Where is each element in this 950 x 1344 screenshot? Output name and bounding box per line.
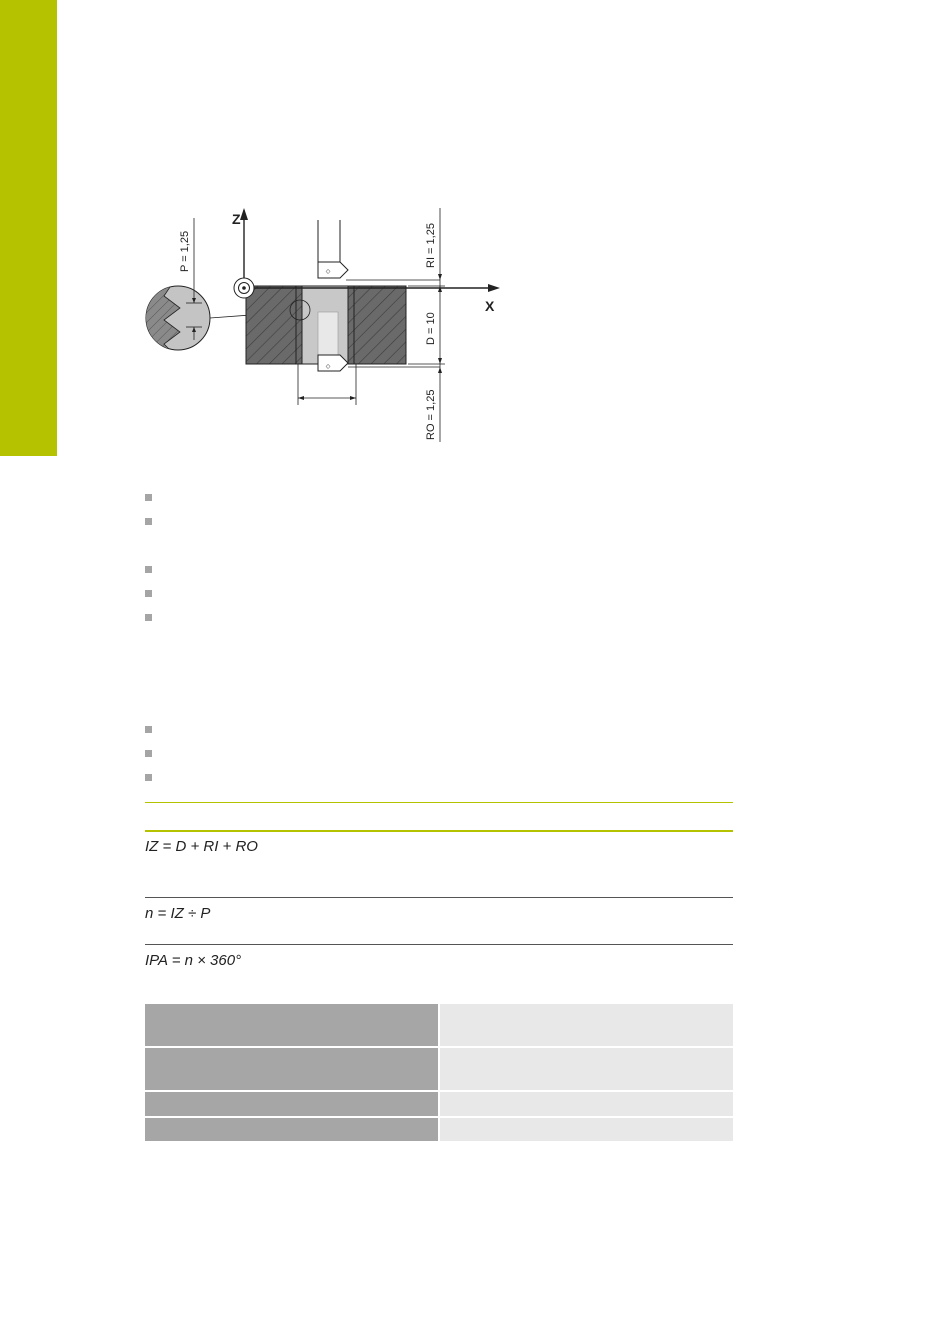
axis-z-label: Z xyxy=(232,211,241,227)
bullet-marker xyxy=(145,774,152,781)
axis-x-label: X xyxy=(485,298,495,314)
ro-label: RO = 1,25 xyxy=(425,389,437,440)
table-cell xyxy=(440,1004,733,1046)
formula-divider xyxy=(145,897,733,898)
formula-table-top-rule xyxy=(145,802,733,803)
formula-n: n = IZ ÷ P xyxy=(145,905,211,922)
workpiece xyxy=(246,286,406,364)
bullet-marker xyxy=(145,494,152,501)
d-label: D = 10 xyxy=(425,312,437,345)
table-row xyxy=(145,1092,733,1116)
bullet-marker xyxy=(145,590,152,597)
table-row xyxy=(145,1118,733,1141)
bullet-marker xyxy=(145,566,152,573)
formula-table-header-rule xyxy=(145,830,733,832)
table-cell xyxy=(440,1048,733,1090)
table-header-cell xyxy=(145,1048,438,1090)
pitch-label: P = 1,25 xyxy=(179,230,191,272)
formula-divider xyxy=(145,944,733,945)
table-header-cell xyxy=(145,1092,438,1116)
table-row xyxy=(145,1004,733,1046)
thread-drawing xyxy=(140,200,520,450)
thread-detail-circle xyxy=(144,218,210,352)
tool-top xyxy=(318,220,440,280)
table-header-cell xyxy=(145,1118,438,1141)
ri-label: RI = 1,25 xyxy=(425,223,437,268)
bullet-marker xyxy=(145,614,152,621)
formula-ipa: IPA = n × 360° xyxy=(145,952,242,969)
table-cell xyxy=(440,1118,733,1141)
table-header-cell xyxy=(145,1004,438,1046)
formula-iz: IZ = D + RI + RO xyxy=(145,838,258,855)
svg-text:◇: ◇ xyxy=(325,269,331,275)
bullet-marker xyxy=(145,518,152,525)
svg-text:◇: ◇ xyxy=(325,364,331,370)
table-row xyxy=(145,1048,733,1090)
bullet-marker xyxy=(145,750,152,757)
bullet-marker xyxy=(145,726,152,733)
chapter-side-bar xyxy=(0,0,57,456)
table-cell xyxy=(440,1092,733,1116)
